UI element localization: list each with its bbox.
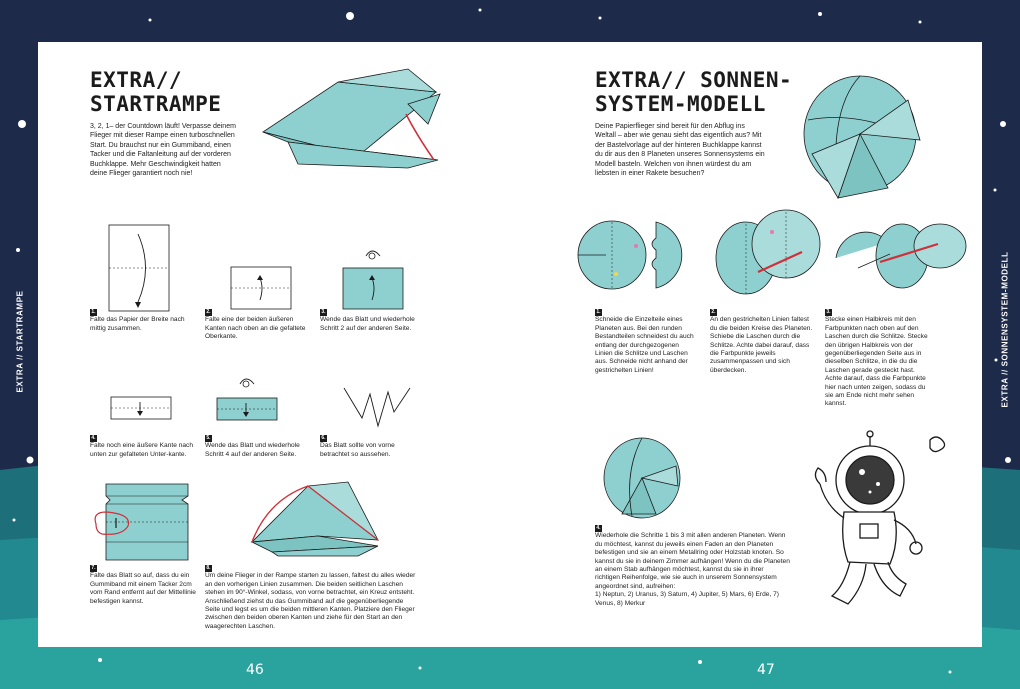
planet-step-3-illustration	[828, 218, 968, 292]
fold-step-8-illustration	[248, 480, 383, 558]
planet-step-2-illustration	[712, 206, 824, 298]
planet-model-illustration	[798, 70, 928, 202]
right-step-2: 2. An den gestrichelten Linien faltest du die beiden Kreise des Planeten. Schiebe die Laschen durch die Schlitze. Achte dabei darauf, dass die Farbpunkte jeweils zusammenpassen und sich überdecken.	[710, 309, 813, 374]
fold-step-7-illustration	[92, 482, 192, 562]
ramp-illustration	[258, 64, 443, 174]
right-intro: Deine Papierflieger sind bereit für den Abflug ins Weltall – aber wie genau sieht das eigentlich aus? Mit der Bastelvorlage auf der hinteren Buchklappe kannst du dir aus den 8 Planeten unseres Sonnensystems ein Modell basteln. Welchen von ihnen würdest du am liebsten in einer Rakete besuchen?	[595, 123, 765, 178]
astronaut-illustration	[808, 436, 948, 612]
book-spread	[38, 42, 982, 647]
fold-step-6-illustration	[342, 384, 412, 430]
left-step-4: 4. Falte noch eine äußere Kante nach unten zur gefalteten Unter-kante.	[90, 435, 194, 458]
fold-step-2-illustration	[230, 266, 292, 310]
left-step-7: 7. Falte das Blatt so auf, dass du ein Gummiband mit einem Tacker 2cm vom Rand entfernt auf der Mittellinie befestigen kannst.	[90, 565, 196, 605]
right-side-label: EXTRA // SONNENSYSTEM-MODELL	[1000, 251, 1010, 408]
left-step-1: 1. Falte das Papier der Breite nach mittig zusammen.	[90, 309, 185, 332]
left-heading: EXTRA// STARTRAMPE	[90, 68, 222, 116]
planet-order: 1) Neptun, 2) Uranus, 3) Saturn, 4) Jupiter, 5) Mars, 6) Erde, 7) Venus, 8) Merkur	[595, 591, 779, 607]
right-step-3: 3. Stecke einen Halbkreis mit den Farbpunkten nach oben auf den Laschen durch die Schlitze. Stecke den übrigen Halbkreis von der gegenüberliegenden Seite aus in dieselben Schlitze, in die du die Laschen gerade gesteckt hast. Achte darauf, dass die Farbpunkte hier nach unten zeigen, sodass du sie am Ende nicht mehr sehen kannst.	[825, 309, 928, 408]
left-page-number: 46	[246, 662, 264, 678]
fold-step-3-illustration	[342, 248, 404, 310]
right-heading: EXTRA// SONNEN- SYSTEM-MODELL	[595, 68, 793, 116]
right-step-1: 1. Schneide die Einzelteile eines Planeten aus. Bei den runden Bestandteilen schneidest du auch entlang der durchgezogenen Linien die Schlitze und Laschen aus. Schneide nicht anhand der gestrichelten Linien!	[595, 309, 694, 374]
fold-step-5-illustration	[216, 376, 278, 422]
left-step-5: 5. Wende das Blatt und wiederhole Schritt 4 auf der anderen Seite.	[205, 435, 300, 458]
left-step-8: 8. Um deine Flieger in der Rampe starten zu lassen, faltest du alles wieder an den vorherigen Linien zusammen. Die beiden seitlichen Laschen stehen im 90°-Winkel, sodass, von vorne betrachtet, ein Kreuz entsteht. Anschließend ziehst du das Gummiband auf die gegenüberliegende Seite und legst es um die beiden mittleren Kanten. Platziere den Flieger zwischen den beiden oberen Kanten und ziehe für den Start an den waagerechten Laschen.	[205, 565, 416, 630]
fold-step-1-illustration	[108, 224, 170, 312]
right-page-number: 47	[757, 662, 775, 678]
left-step-3: 3. Wende das Blatt und wiederhole Schritt 2 auf der anderen Seite.	[320, 309, 415, 332]
planet-step-1-illustration	[576, 220, 691, 290]
left-step-2: 2. Falte eine der beiden äußeren Kanten nach oben an die gefaltete Oberkante.	[205, 309, 306, 341]
left-intro: 3, 2, 1– der Countdown läuft! Verpasse deinem Flieger mit dieser Rampe einen turboschnellen Start. Du brauchst nur ein Gummiband, einen Tacker und die Faltanleitung auf der vorderen Buchklappe. Mehr Geschwindigkeit hatten deine Flieger garantiert noch nie!	[90, 123, 236, 178]
left-step-6: 6. Das Blatt sollte von vorne betrachtet so aussehen.	[320, 435, 395, 458]
left-side-label: EXTRA // STARTRAMPE	[15, 290, 25, 393]
fold-step-4-illustration	[110, 396, 172, 420]
right-step-4: 4. Wiederhole die Schritte 1 bis 3 mit allen anderen Planeten. Wenn du möchtest, kannst du jeweils einen Faden an den Planeten befestigen und sie an einem Metallring oder Holzstab knoten. So kannst du sie in deinem Zimmer aufhängen! Wenn du die Planeten an einem Stab aufhängen möchtest, kannst du sie in ihrer richtigen Reihenfolge, wie sie auch in unserem Sonnensystem angeordnet sind, aufreihen: 1) Neptun, 2) Uranus, 3) Saturn, 4) Jupiter, 5) Mars, 6) Erde, 7) Venus, 8) Merkur	[595, 525, 790, 607]
planet-step-4-illustration	[602, 436, 684, 522]
